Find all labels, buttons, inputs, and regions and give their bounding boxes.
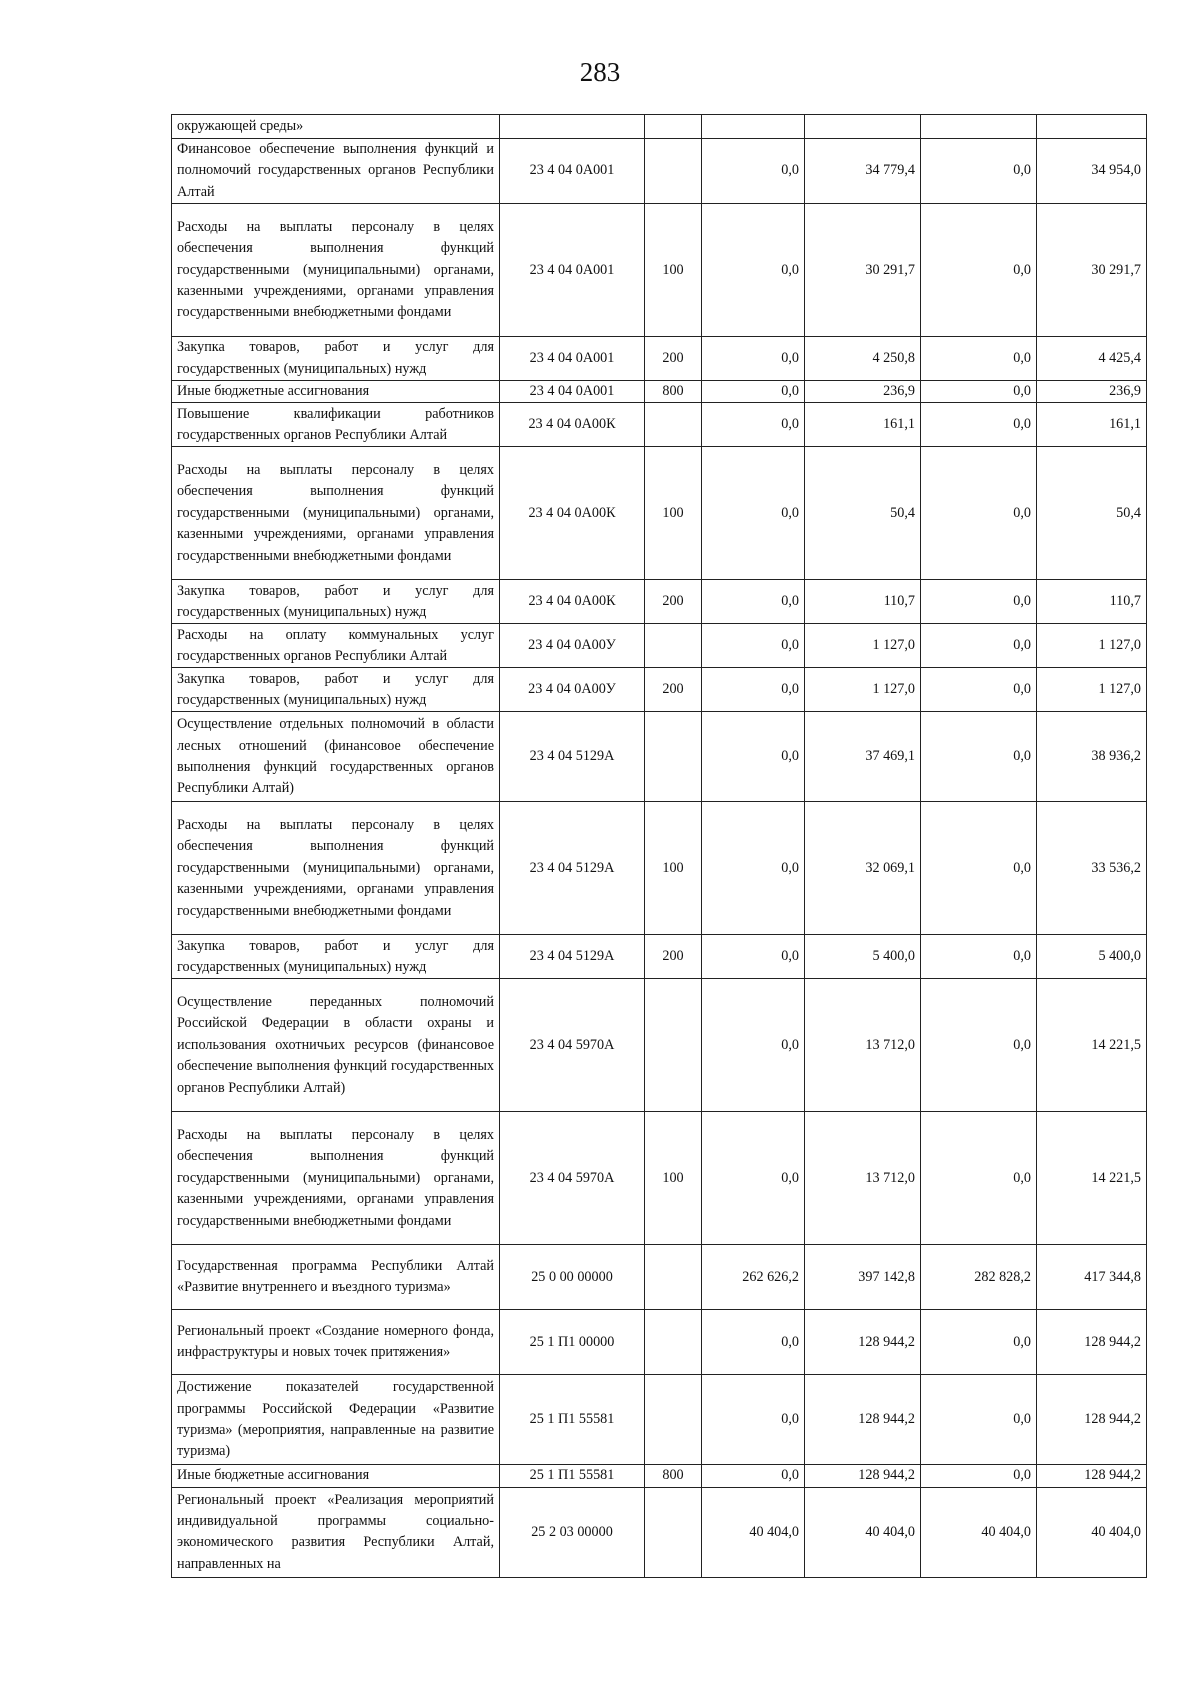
table-row — [172, 935, 1147, 979]
row-amount-1-cell: 0,0 — [702, 1465, 805, 1487]
row-expense-type-cell: 100 — [645, 447, 702, 580]
table-row — [172, 580, 1147, 624]
row-name-cell: Расходы на оплату коммунальных услуг государственных органов Республики Алтай — [172, 624, 500, 668]
table-row — [172, 139, 1147, 204]
row-amount-3-cell: 0,0 — [921, 580, 1037, 624]
row-amount-1-cell: 262 626,2 — [702, 1245, 805, 1310]
row-amount-2-cell: 236,9 — [805, 381, 921, 403]
row-code-cell: 23 4 04 5129А — [500, 712, 645, 802]
table-row — [172, 115, 1147, 139]
row-amount-2-cell: 32 069,1 — [805, 802, 921, 935]
row-expense-type-cell — [645, 979, 702, 1112]
row-expense-type-cell: 200 — [645, 580, 702, 624]
row-amount-2-cell: 161,1 — [805, 403, 921, 447]
row-amount-2-cell — [805, 115, 921, 139]
row-amount-4-cell: 14 221,5 — [1037, 1112, 1147, 1245]
row-amount-4-cell: 1 127,0 — [1037, 624, 1147, 668]
row-expense-type-cell — [645, 115, 702, 139]
row-amount-2-cell: 40 404,0 — [805, 1487, 921, 1577]
table-row — [172, 802, 1147, 935]
row-amount-4-cell: 1 127,0 — [1037, 668, 1147, 712]
row-expense-type-cell: 800 — [645, 1465, 702, 1487]
row-amount-1-cell: 0,0 — [702, 935, 805, 979]
row-name-cell: Иные бюджетные ассигнования — [172, 381, 500, 403]
row-amount-3-cell: 0,0 — [921, 1112, 1037, 1245]
row-expense-type-cell — [645, 1487, 702, 1577]
row-name-cell: Расходы на выплаты персоналу в целях обеспечения выполнения функций государственными (муниципальными) органами, казенными учреждениями, органами управления государственными внебюджетными фондами — [172, 802, 500, 935]
row-code-cell: 23 4 04 5970А — [500, 1112, 645, 1245]
row-code-cell: 23 4 04 0А001 — [500, 139, 645, 204]
table-row — [172, 1487, 1147, 1577]
row-expense-type-cell — [645, 403, 702, 447]
row-name-cell: Закупка товаров, работ и услуг для государственных (муниципальных) нужд — [172, 668, 500, 712]
table-row — [172, 624, 1147, 668]
row-code-cell: 23 4 04 0А00У — [500, 624, 645, 668]
row-amount-1-cell: 0,0 — [702, 403, 805, 447]
row-amount-3-cell: 0,0 — [921, 139, 1037, 204]
row-code-cell: 23 4 04 0А001 — [500, 337, 645, 381]
row-amount-1-cell: 0,0 — [702, 1310, 805, 1375]
row-amount-3-cell: 0,0 — [921, 935, 1037, 979]
row-amount-2-cell: 50,4 — [805, 447, 921, 580]
row-amount-4-cell: 4 425,4 — [1037, 337, 1147, 381]
table-row — [172, 381, 1147, 403]
row-amount-3-cell: 0,0 — [921, 712, 1037, 802]
row-amount-4-cell: 38 936,2 — [1037, 712, 1147, 802]
table-row — [172, 1245, 1147, 1310]
row-name-cell: Региональный проект «Реализация мероприятий индивидуальной программы социально-экономического развития Республики Алтай, направленных на — [172, 1487, 500, 1577]
table-row — [172, 1310, 1147, 1375]
row-amount-2-cell: 30 291,7 — [805, 204, 921, 337]
row-amount-1-cell — [702, 115, 805, 139]
row-name-cell: Финансовое обеспечение выполнения функций и полномочий государственных органов Республики Алтай — [172, 139, 500, 204]
row-amount-1-cell: 0,0 — [702, 624, 805, 668]
row-name-cell: Осуществление переданных полномочий Российской Федерации в области охраны и использования охотничьих ресурсов (финансовое обеспечение выполнения функций государственных органов Республики Алтай) — [172, 979, 500, 1112]
row-code-cell: 25 0 00 00000 — [500, 1245, 645, 1310]
row-amount-4-cell: 161,1 — [1037, 403, 1147, 447]
row-code-cell — [500, 115, 645, 139]
row-amount-4-cell: 40 404,0 — [1037, 1487, 1147, 1577]
row-expense-type-cell: 200 — [645, 935, 702, 979]
row-expense-type-cell — [645, 624, 702, 668]
table-row — [172, 712, 1147, 802]
row-code-cell: 25 1 П1 55581 — [500, 1465, 645, 1487]
row-amount-1-cell: 0,0 — [702, 668, 805, 712]
row-amount-2-cell: 110,7 — [805, 580, 921, 624]
row-name-cell: окружающей среды» — [172, 115, 500, 139]
row-amount-4-cell: 34 954,0 — [1037, 139, 1147, 204]
row-amount-3-cell: 0,0 — [921, 1465, 1037, 1487]
row-expense-type-cell: 100 — [645, 1112, 702, 1245]
row-expense-type-cell — [645, 1245, 702, 1310]
row-amount-2-cell: 5 400,0 — [805, 935, 921, 979]
table-row — [172, 337, 1147, 381]
row-amount-3-cell: 40 404,0 — [921, 1487, 1037, 1577]
row-expense-type-cell — [645, 1375, 702, 1465]
table-row — [172, 979, 1147, 1112]
row-amount-4-cell: 417 344,8 — [1037, 1245, 1147, 1310]
budget-table — [171, 114, 1147, 1578]
row-amount-3-cell — [921, 115, 1037, 139]
row-amount-1-cell: 0,0 — [702, 712, 805, 802]
row-amount-2-cell: 4 250,8 — [805, 337, 921, 381]
row-name-cell: Государственная программа Республики Алтай «Развитие внутреннего и въездного туризма» — [172, 1245, 500, 1310]
table-row — [172, 204, 1147, 337]
row-amount-3-cell: 0,0 — [921, 802, 1037, 935]
row-code-cell: 25 1 П1 55581 — [500, 1375, 645, 1465]
row-amount-3-cell: 0,0 — [921, 1375, 1037, 1465]
row-amount-2-cell: 34 779,4 — [805, 139, 921, 204]
row-amount-1-cell: 0,0 — [702, 580, 805, 624]
table-row — [172, 1112, 1147, 1245]
row-expense-type-cell: 200 — [645, 668, 702, 712]
row-code-cell: 23 4 04 0А00К — [500, 580, 645, 624]
row-code-cell: 23 4 04 0А001 — [500, 381, 645, 403]
row-expense-type-cell: 200 — [645, 337, 702, 381]
row-name-cell: Повышение квалификации работников государственных органов Республики Алтай — [172, 403, 500, 447]
row-code-cell: 23 4 04 5129А — [500, 935, 645, 979]
row-amount-2-cell: 1 127,0 — [805, 668, 921, 712]
row-amount-1-cell: 0,0 — [702, 802, 805, 935]
row-amount-3-cell: 0,0 — [921, 403, 1037, 447]
row-code-cell: 23 4 04 0А00К — [500, 403, 645, 447]
row-amount-4-cell: 5 400,0 — [1037, 935, 1147, 979]
row-name-cell: Закупка товаров, работ и услуг для государственных (муниципальных) нужд — [172, 580, 500, 624]
table-row — [172, 447, 1147, 580]
row-amount-1-cell: 0,0 — [702, 1375, 805, 1465]
row-amount-4-cell: 128 944,2 — [1037, 1375, 1147, 1465]
row-expense-type-cell: 800 — [645, 381, 702, 403]
row-amount-4-cell: 236,9 — [1037, 381, 1147, 403]
row-code-cell: 23 4 04 5129А — [500, 802, 645, 935]
row-amount-4-cell: 128 944,2 — [1037, 1465, 1147, 1487]
row-amount-2-cell: 37 469,1 — [805, 712, 921, 802]
row-code-cell: 25 2 03 00000 — [500, 1487, 645, 1577]
table-row — [172, 668, 1147, 712]
row-code-cell: 25 1 П1 00000 — [500, 1310, 645, 1375]
row-amount-4-cell: 110,7 — [1037, 580, 1147, 624]
row-amount-3-cell: 282 828,2 — [921, 1245, 1037, 1310]
row-name-cell: Региональный проект «Создание номерного фонда, инфраструктуры и новых точек притяжения» — [172, 1310, 500, 1375]
row-amount-2-cell: 128 944,2 — [805, 1310, 921, 1375]
row-expense-type-cell — [645, 712, 702, 802]
row-amount-2-cell: 1 127,0 — [805, 624, 921, 668]
row-amount-3-cell: 0,0 — [921, 624, 1037, 668]
row-name-cell: Иные бюджетные ассигнования — [172, 1465, 500, 1487]
row-amount-4-cell: 33 536,2 — [1037, 802, 1147, 935]
row-expense-type-cell — [645, 1310, 702, 1375]
row-expense-type-cell: 100 — [645, 802, 702, 935]
row-amount-1-cell: 0,0 — [702, 1112, 805, 1245]
row-amount-1-cell: 0,0 — [702, 979, 805, 1112]
row-amount-4-cell: 50,4 — [1037, 447, 1147, 580]
row-amount-4-cell: 128 944,2 — [1037, 1310, 1147, 1375]
row-name-cell: Расходы на выплаты персоналу в целях обеспечения выполнения функций государственными (муниципальными) органами, казенными учреждениями, органами управления государственными внебюджетными фондами — [172, 1112, 500, 1245]
table-row — [172, 403, 1147, 447]
row-name-cell: Расходы на выплаты персоналу в целях обеспечения выполнения функций государственными (муниципальными) органами, казенными учреждениями, органами управления государственными внебюджетными фондами — [172, 204, 500, 337]
row-amount-1-cell: 0,0 — [702, 337, 805, 381]
row-amount-3-cell: 0,0 — [921, 381, 1037, 403]
row-amount-1-cell: 0,0 — [702, 381, 805, 403]
row-code-cell: 23 4 04 0А00У — [500, 668, 645, 712]
row-amount-1-cell: 0,0 — [702, 139, 805, 204]
row-name-cell: Закупка товаров, работ и услуг для государственных (муниципальных) нужд — [172, 935, 500, 979]
row-expense-type-cell: 100 — [645, 204, 702, 337]
row-amount-1-cell: 0,0 — [702, 447, 805, 580]
row-amount-2-cell: 13 712,0 — [805, 979, 921, 1112]
row-amount-2-cell: 13 712,0 — [805, 1112, 921, 1245]
row-code-cell: 23 4 04 0А00К — [500, 447, 645, 580]
row-amount-2-cell: 397 142,8 — [805, 1245, 921, 1310]
row-amount-3-cell: 0,0 — [921, 979, 1037, 1112]
row-name-cell: Осуществление отдельных полномочий в области лесных отношений (финансовое обеспечение выполнения функций государственных органов Республики Алтай) — [172, 712, 500, 802]
row-amount-3-cell: 0,0 — [921, 337, 1037, 381]
row-amount-1-cell: 0,0 — [702, 204, 805, 337]
table-row — [172, 1375, 1147, 1465]
row-name-cell: Расходы на выплаты персоналу в целях обеспечения выполнения функций государственными (муниципальными) органами, казенными учреждениями, органами управления государственными внебюджетными фондами — [172, 447, 500, 580]
table-row — [172, 1465, 1147, 1487]
row-amount-4-cell — [1037, 115, 1147, 139]
row-amount-3-cell: 0,0 — [921, 204, 1037, 337]
row-amount-3-cell: 0,0 — [921, 668, 1037, 712]
row-expense-type-cell — [645, 139, 702, 204]
row-amount-4-cell: 14 221,5 — [1037, 979, 1147, 1112]
row-amount-2-cell: 128 944,2 — [805, 1375, 921, 1465]
row-amount-3-cell: 0,0 — [921, 1310, 1037, 1375]
row-amount-4-cell: 30 291,7 — [1037, 204, 1147, 337]
row-code-cell: 23 4 04 0А001 — [500, 204, 645, 337]
row-name-cell: Закупка товаров, работ и услуг для государственных (муниципальных) нужд — [172, 337, 500, 381]
row-amount-3-cell: 0,0 — [921, 447, 1037, 580]
page-number: 283 — [579, 57, 621, 87]
budget-table-body — [172, 115, 1147, 1578]
row-amount-2-cell: 128 944,2 — [805, 1465, 921, 1487]
row-code-cell: 23 4 04 5970А — [500, 979, 645, 1112]
row-amount-1-cell: 40 404,0 — [702, 1487, 805, 1577]
row-name-cell: Достижение показателей государственной программы Российской Федерации «Развитие туризма» (мероприятия, направленные на развитие туризма) — [172, 1375, 500, 1465]
